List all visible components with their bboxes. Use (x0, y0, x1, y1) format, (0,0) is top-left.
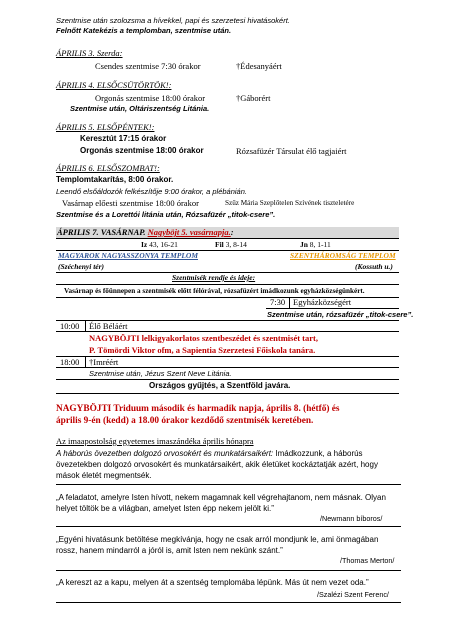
apr3-intention: †Édesanyáért (236, 61, 282, 71)
triduum-line-1: NAGYBÖJTI Triduum második és harmadik napja, április 8. (hétfő) és (56, 404, 340, 414)
reading-3: Jn 8, 1-11 (300, 240, 331, 249)
apr6-title: ÁPRILIS 6. ELSŐSZOMBAT!: (56, 163, 160, 173)
apr4-title: ÁPRILIS 4. ELSŐCSÜTÖRTÖK!: (56, 80, 172, 90)
apr3-mass: Csendes szentmise 7:30 órakor (95, 61, 201, 71)
row3-text: †Imréért (89, 357, 119, 367)
church-right: SZENTHÁROMSÁG TEMPLOM (290, 251, 396, 260)
quote-2-text: „Egyéni hivatásunk betöltése megkívánja, hogy ne csak arról mondjunk le, ami önmagában rossz, hanem mindarról a jóról is, amit Isten nem nekünk szánt.” (56, 535, 379, 555)
triduum-line-2: április 9-én (kedd) a 18.00 órakor kezdődő szentmisék keretében. (56, 416, 314, 426)
prayer-heading: A háborús övezetben dolgozó orvosokért és munkatársaikért: (56, 449, 274, 458)
quote-1-text: „A feladatot, amelyre Isten hívott, nekem magamnak kell végrehajtanom, nem másnak. Olyan helyet töltök be a világban, amelyet Isten épp nekem jelölt ki.” (56, 493, 386, 513)
apr6-line3a: Vasárnap előesti szentmise 18:00 órakor (62, 198, 199, 208)
place-right: (Kossuth u.) (355, 262, 393, 271)
apr6-line2: Leendő elsőáldozók felkészítője 9:00 órakor, a plébánián. (56, 187, 247, 196)
apr4-intention: †Gáborért (236, 93, 271, 103)
apr5-line2: Orgonás szentmise 18:00 órakor (80, 146, 204, 155)
row2-red-1: NAGYBÖJTI lelkigyakorlatos szentbeszédet és szentmisét tart, (89, 333, 318, 343)
apr3-title: ÁPRILIS 3. Szerda: (56, 48, 123, 58)
collection-note: Országos gyűjtés, a Szentföld javára. (149, 381, 291, 390)
apr5-line1: Keresztút 17:15 órakor (80, 134, 167, 143)
apr7-title-bar (56, 227, 399, 238)
quote-1-author: /Newmann bíboros/ (320, 514, 383, 523)
apr7-title-red: Nagyböjt 5. vasárnapja. (147, 227, 231, 237)
quote-3-text: „A kereszt az a kapu, melyen át a szentség templomába lépünk. Más út nem vezet oda.” (56, 578, 369, 587)
quote-2-author: /Thomas Merton/ (340, 556, 395, 565)
apr6-line1: Templomtakarítás, 8:00 órakor. (56, 175, 174, 184)
row2-text: Élő Béláért (89, 321, 128, 331)
row1-time: 7:30 (270, 297, 286, 307)
prayer-title: Az imaapostolság egyetemes imaszándéka április hónapra (56, 436, 254, 446)
intro-line-2: Felnőtt Katekézis a templomban, szentmise után. (56, 26, 232, 35)
apr6-line4: Szentmise és a Lorettói litánia után, Rózsafüzér „titok-csere”. (56, 210, 276, 219)
apr4-mass: Orgonás szentmise 18:00 órakor (95, 93, 206, 103)
reading-2: Fil 3, 8-14 (215, 240, 247, 249)
prayer-text (56, 448, 401, 481)
row3-time: 18:00 (60, 357, 80, 367)
row2-red-2: P. Tömördi Viktor ofm, a Sapientia Szerzetesi Főiskola tanára. (89, 345, 316, 355)
quote-3-author: /Szalézi Szent Ferenc/ (317, 590, 389, 599)
apr5-title: ÁPRILIS 5. ELSŐPÉNTEK!: (56, 122, 155, 132)
row1-note: Szentmise után, rózsafüzér „titok-csere”. (267, 310, 414, 319)
row2-time: 10:00 (60, 321, 80, 331)
row3-note: Szentmise után, Jézus Szent Neve Litánia. (89, 369, 232, 378)
apr7-title: ÁPRILIS 7. VASÁRNAP. (57, 227, 146, 237)
apr4-after: Szentmise után, Oltáriszentség Litánia. (70, 104, 210, 113)
prayer-body: Imádkozzunk, a háborús övezetekben dolgozó orvosokért és munkatársaikért, akik életüket kockáztatják azért, hogy mások életét megmentsék. (56, 449, 378, 480)
reading-1: Iz 43, 16-21 (141, 240, 178, 249)
row1-text: Egyházközségért (293, 297, 352, 307)
intro-line-1: Szentmise után szolozsma a hívekkel, papi és szerzetesi hivatásokért. (56, 16, 290, 25)
apr7-title-end: : (230, 227, 234, 237)
apr5-intention: Rózsafüzér Társulat élő tagjaiért (236, 146, 347, 156)
apr6-line3b: Szűz Mária Szeplőtelen Szívének tiszteletére (225, 199, 355, 207)
order-note: Vasárnap és főünnepen a szentmisék előtt félórával, rózsafüzért imádkozunk egyházközségünkért. (64, 287, 365, 295)
place-left: (Széchenyi tér) (58, 262, 105, 271)
order-title: Szentmisék rendje és ideje: (172, 273, 256, 282)
church-left: MAGYAROK NAGYASSZONYA TEMPLOM (58, 251, 199, 260)
